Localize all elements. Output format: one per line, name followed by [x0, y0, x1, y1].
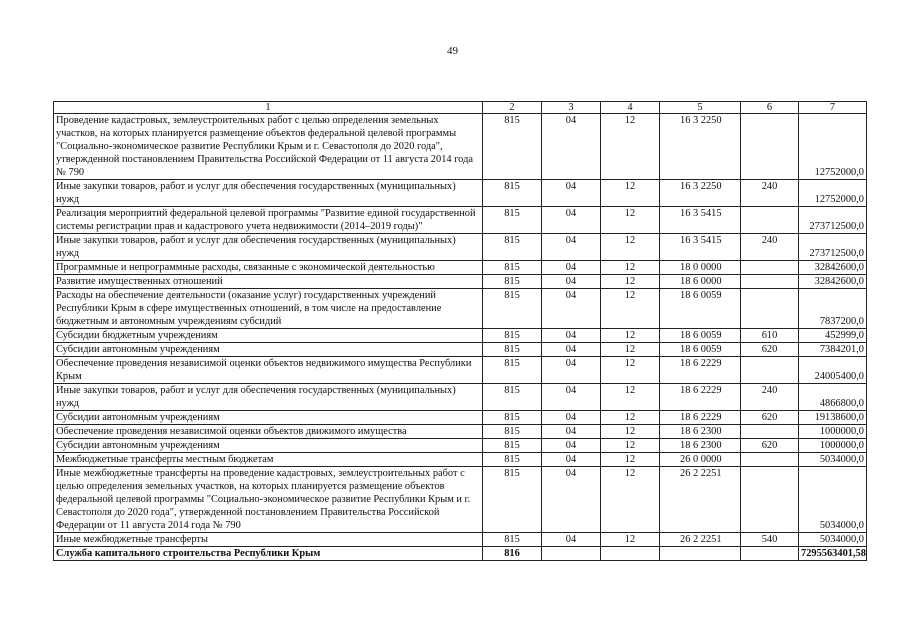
row-subsection-cell: 12 [601, 411, 660, 425]
row-code-cell: 815 [483, 411, 542, 425]
row-target-cell: 18 6 2229 [660, 384, 741, 411]
row-type-cell [741, 207, 799, 234]
row-section-cell: 04 [542, 357, 601, 384]
table-row [54, 453, 867, 467]
page-number: 49 [447, 45, 458, 57]
row-target-cell: 18 6 0000 [660, 275, 741, 289]
row-subsection-cell: 12 [601, 180, 660, 207]
row-section-cell: 04 [542, 114, 601, 180]
row-type-cell: 620 [741, 343, 799, 357]
row-amount-cell: 273712500,0 [799, 207, 867, 234]
row-section-cell: 04 [542, 439, 601, 453]
row-section-cell: 04 [542, 289, 601, 329]
row-code-cell: 815 [483, 425, 542, 439]
row-target-cell: 18 6 2229 [660, 411, 741, 425]
row-name-cell: Межбюджетные трансферты местным бюджетам [54, 453, 483, 467]
row-amount-cell: 24005400,0 [799, 357, 867, 384]
column-header: 6 [741, 102, 799, 114]
row-type-cell [741, 357, 799, 384]
row-amount-cell: 7384201,0 [799, 343, 867, 357]
row-section-cell: 04 [542, 180, 601, 207]
row-section-cell: 04 [542, 384, 601, 411]
row-subsection-cell: 12 [601, 329, 660, 343]
row-subsection-cell: 12 [601, 384, 660, 411]
row-target-cell: 18 6 2300 [660, 425, 741, 439]
row-name-cell: Иные закупки товаров, работ и услуг для обеспечения государственных (муниципальных) нужд [54, 180, 483, 207]
row-code-cell: 815 [483, 357, 542, 384]
row-name-cell: Субсидии автономным учреждениям [54, 343, 483, 357]
row-type-cell [741, 425, 799, 439]
row-section-cell: 04 [542, 453, 601, 467]
row-type-cell: 240 [741, 234, 799, 261]
row-section-cell: 04 [542, 467, 601, 533]
row-name-cell: Развитие имущественных отношений [54, 275, 483, 289]
row-code-cell: 815 [483, 180, 542, 207]
row-amount-cell: 1000000,0 [799, 439, 867, 453]
row-subsection-cell: 12 [601, 357, 660, 384]
table-row [54, 180, 867, 207]
row-type-cell: 240 [741, 384, 799, 411]
row-type-cell: 620 [741, 411, 799, 425]
row-amount-cell: 5034000,0 [799, 533, 867, 547]
column-header: 2 [483, 102, 542, 114]
row-amount-cell: 5034000,0 [799, 453, 867, 467]
row-type-cell [741, 547, 799, 561]
table-row [54, 547, 867, 561]
row-target-cell: 18 6 2229 [660, 357, 741, 384]
row-section-cell: 04 [542, 343, 601, 357]
row-amount-cell: 12752000,0 [799, 114, 867, 180]
row-subsection-cell: 12 [601, 453, 660, 467]
row-amount-cell: 4866800,0 [799, 384, 867, 411]
row-subsection-cell: 12 [601, 439, 660, 453]
row-code-cell: 815 [483, 207, 542, 234]
row-subsection-cell: 12 [601, 425, 660, 439]
column-header: 1 [54, 102, 483, 114]
table-row [54, 207, 867, 234]
row-amount-cell: 452999,0 [799, 329, 867, 343]
row-subsection-cell: 12 [601, 343, 660, 357]
row-section-cell: 04 [542, 261, 601, 275]
row-amount-cell: 273712500,0 [799, 234, 867, 261]
row-code-cell: 815 [483, 275, 542, 289]
row-target-cell: 16 3 2250 [660, 180, 741, 207]
row-code-cell: 815 [483, 343, 542, 357]
column-header: 4 [601, 102, 660, 114]
row-section-cell: 04 [542, 533, 601, 547]
row-name-cell: Программные и непрограммные расходы, связанные с экономической деятельностью [54, 261, 483, 275]
row-section-cell: 04 [542, 329, 601, 343]
header-row [54, 102, 867, 114]
row-type-cell [741, 453, 799, 467]
row-section-cell: 04 [542, 207, 601, 234]
row-type-cell: 540 [741, 533, 799, 547]
table-row [54, 343, 867, 357]
row-name-cell: Иные межбюджетные трансферты [54, 533, 483, 547]
row-name-cell: Иные закупки товаров, работ и услуг для обеспечения государственных (муниципальных) нужд [54, 234, 483, 261]
row-name-cell: Проведение кадастровых, землеустроительных работ с целью определения земельных участков, на которых планируется размещение объектов федеральной целевой программы "Социально-экономическое развитие Республики Крым и г. Севастополя до 2020 года", утвержденной постановлением Правительства Российской Федерации от 11 августа 2014 года № 790 [54, 114, 483, 180]
row-target-cell: 16 3 5415 [660, 234, 741, 261]
row-name-cell: Субсидии автономным учреждениям [54, 439, 483, 453]
row-section-cell [542, 547, 601, 561]
row-section-cell: 04 [542, 234, 601, 261]
table-row [54, 411, 867, 425]
row-target-cell: 26 2 2251 [660, 467, 741, 533]
row-amount-cell: 1000000,0 [799, 425, 867, 439]
row-subsection-cell: 12 [601, 234, 660, 261]
table-row [54, 357, 867, 384]
row-target-cell: 18 6 2300 [660, 439, 741, 453]
row-amount-cell: 7295563401,58 [799, 547, 867, 561]
column-header: 3 [542, 102, 601, 114]
row-target-cell: 18 6 0059 [660, 329, 741, 343]
row-amount-cell: 32842600,0 [799, 275, 867, 289]
row-name-cell: Служба капитального строительства Республики Крым [54, 547, 483, 561]
row-code-cell: 815 [483, 453, 542, 467]
row-name-cell: Иные межбюджетные трансферты на проведение кадастровых, землеустроительных работ с целью определения земельных участков, на которых планируется размещение объектов федеральной целевой программы "Социально-экономическое развитие Республики Крым и г. Севастополя до 2020 года", утвержденной постановлением Правительства Российской Федерации от 11 августа 2014 года № 790 [54, 467, 483, 533]
row-subsection-cell: 12 [601, 207, 660, 234]
row-target-cell: 26 2 2251 [660, 533, 741, 547]
row-amount-cell: 5034000,0 [799, 467, 867, 533]
row-code-cell: 815 [483, 329, 542, 343]
row-subsection-cell: 12 [601, 467, 660, 533]
table-row [54, 439, 867, 453]
row-section-cell: 04 [542, 275, 601, 289]
row-subsection-cell: 12 [601, 289, 660, 329]
row-code-cell: 815 [483, 439, 542, 453]
row-target-cell: 16 3 2250 [660, 114, 741, 180]
table-row [54, 114, 867, 180]
row-type-cell [741, 275, 799, 289]
row-target-cell: 18 0 0000 [660, 261, 741, 275]
row-name-cell: Обеспечение проведения независимой оценки объектов движимого имущества [54, 425, 483, 439]
column-header: 7 [799, 102, 867, 114]
row-code-cell: 816 [483, 547, 542, 561]
row-type-cell: 620 [741, 439, 799, 453]
table-row [54, 384, 867, 411]
row-subsection-cell: 12 [601, 533, 660, 547]
table-row [54, 425, 867, 439]
row-type-cell: 610 [741, 329, 799, 343]
row-name-cell: Расходы на обеспечение деятельности (оказание услуг) государственных учреждений Республики Крым в сфере имущественных отношений, в том числе на предоставление бюджетным и автономным учреждениям субсидий [54, 289, 483, 329]
table-row [54, 467, 867, 533]
row-code-cell: 815 [483, 384, 542, 411]
table-row [54, 533, 867, 547]
row-subsection-cell: 12 [601, 275, 660, 289]
row-name-cell: Иные закупки товаров, работ и услуг для обеспечения государственных (муниципальных) нужд [54, 384, 483, 411]
row-section-cell: 04 [542, 425, 601, 439]
row-target-cell: 16 3 5415 [660, 207, 741, 234]
table-row [54, 329, 867, 343]
row-target-cell [660, 547, 741, 561]
row-type-cell [741, 289, 799, 329]
row-name-cell: Субсидии бюджетным учреждениям [54, 329, 483, 343]
row-code-cell: 815 [483, 533, 542, 547]
row-name-cell: Субсидии автономным учреждениям [54, 411, 483, 425]
row-type-cell [741, 261, 799, 275]
table-row [54, 234, 867, 261]
row-section-cell: 04 [542, 411, 601, 425]
row-code-cell: 815 [483, 261, 542, 275]
budget-table [53, 101, 867, 561]
row-name-cell: Реализация мероприятий федеральной целевой программы "Развитие единой государственной системы регистрации прав и кадастрового учета недвижимости (2014–2019 годы)" [54, 207, 483, 234]
table-row [54, 289, 867, 329]
row-amount-cell: 19138600,0 [799, 411, 867, 425]
row-code-cell: 815 [483, 114, 542, 180]
table-row [54, 261, 867, 275]
row-amount-cell: 7837200,0 [799, 289, 867, 329]
row-code-cell: 815 [483, 234, 542, 261]
row-subsection-cell: 12 [601, 261, 660, 275]
row-code-cell: 815 [483, 467, 542, 533]
row-amount-cell: 32842600,0 [799, 261, 867, 275]
row-amount-cell: 12752000,0 [799, 180, 867, 207]
row-subsection-cell [601, 547, 660, 561]
row-type-cell: 240 [741, 180, 799, 207]
row-target-cell: 18 6 0059 [660, 343, 741, 357]
row-subsection-cell: 12 [601, 114, 660, 180]
row-type-cell [741, 114, 799, 180]
row-code-cell: 815 [483, 289, 542, 329]
row-name-cell: Обеспечение проведения независимой оценки объектов недвижимого имущества Республики Крым [54, 357, 483, 384]
row-target-cell: 18 6 0059 [660, 289, 741, 329]
table-row [54, 275, 867, 289]
row-type-cell [741, 467, 799, 533]
row-target-cell: 26 0 0000 [660, 453, 741, 467]
column-header: 5 [660, 102, 741, 114]
